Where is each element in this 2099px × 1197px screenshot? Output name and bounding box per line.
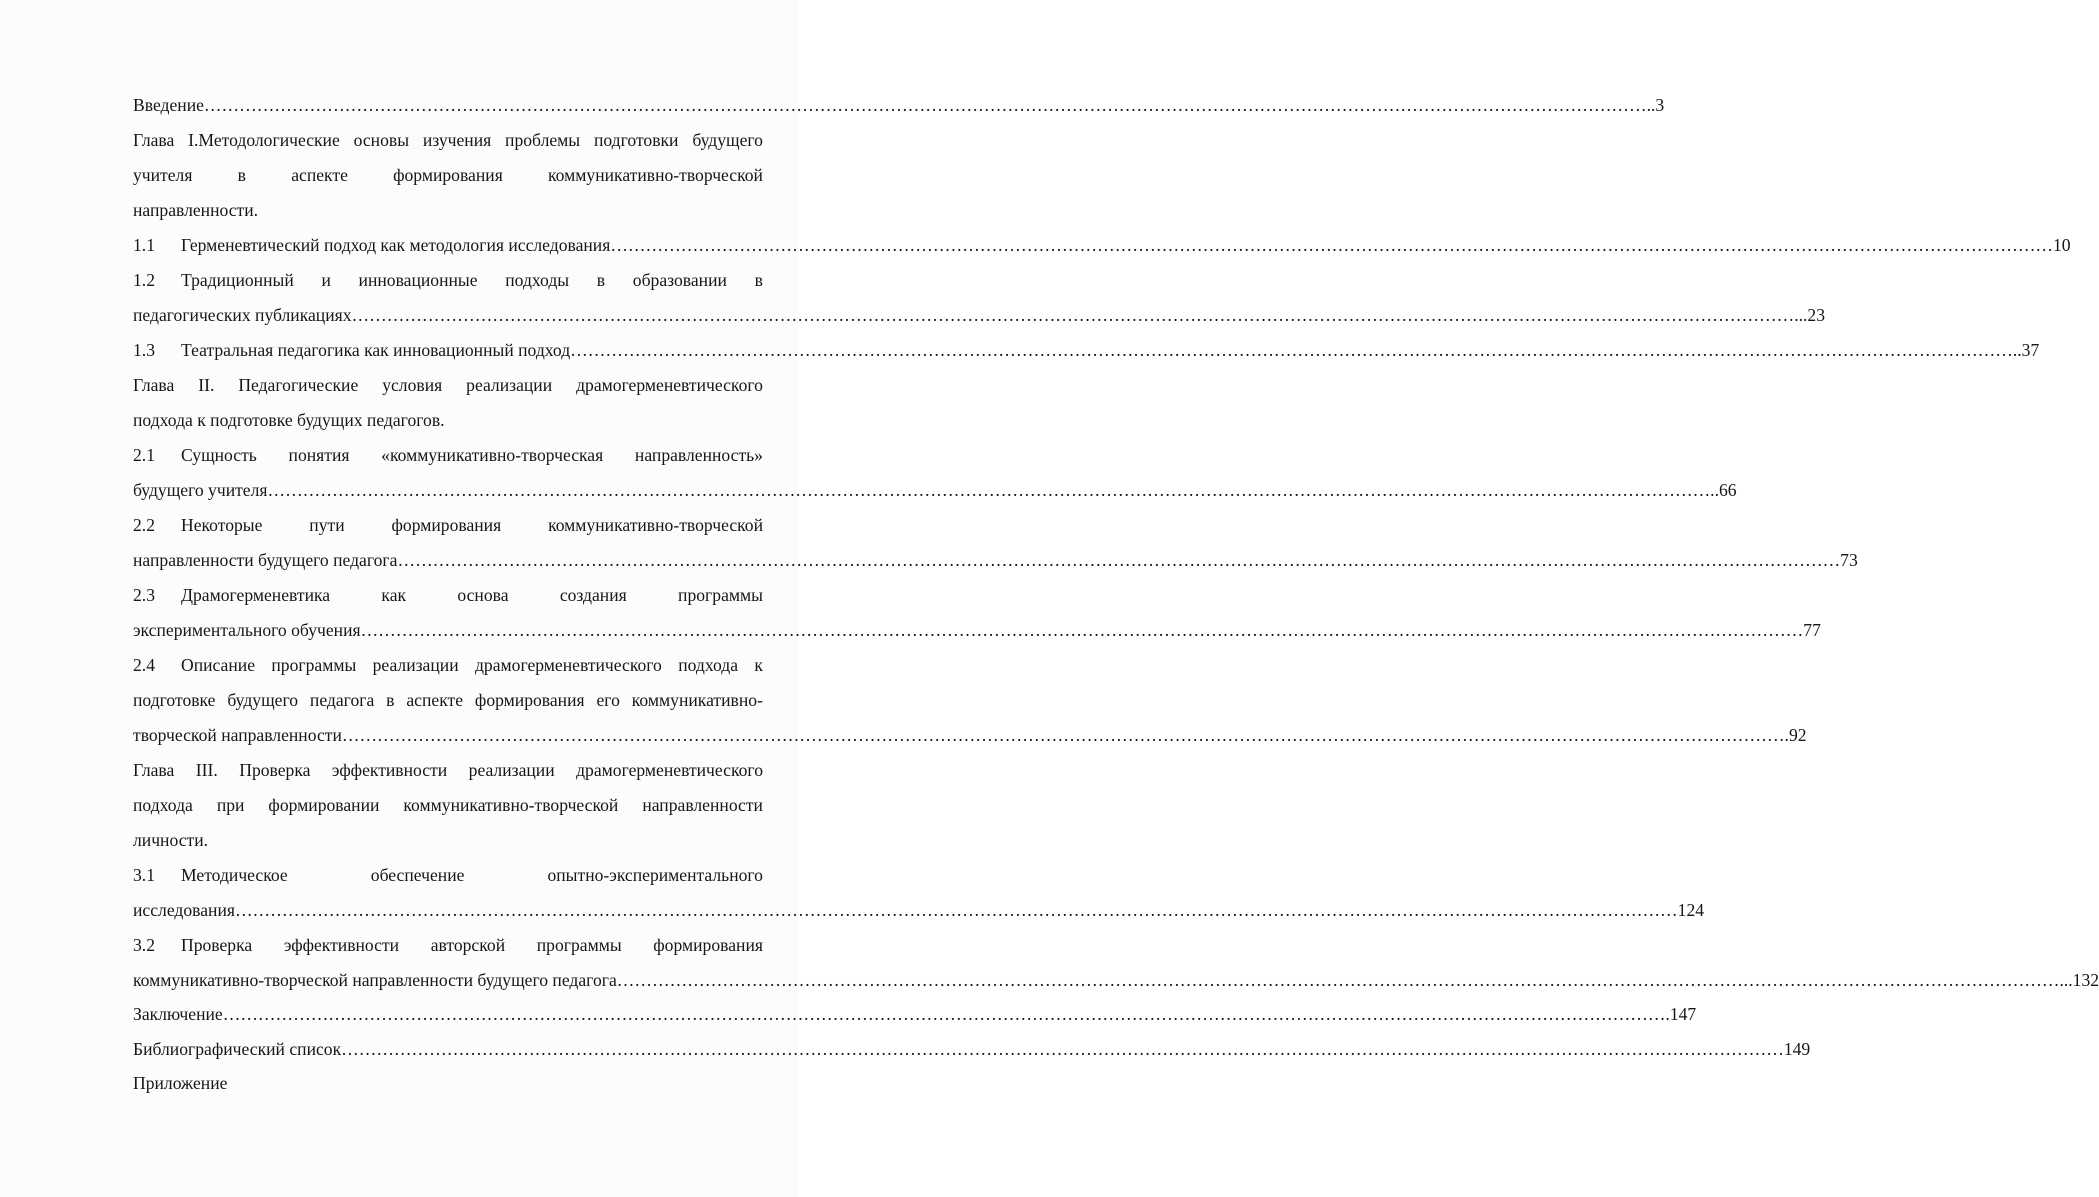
- toc-entry-appendix[interactable]: Приложение: [133, 1073, 228, 1093]
- word: создания: [559, 585, 627, 605]
- chapter-2-title-line-2[interactable]: подхода к подготовке будущих педагогов.: [133, 410, 445, 430]
- section-title-line-1: [181, 654, 763, 676]
- word: аспекте: [291, 165, 348, 185]
- word: Драмогерменевтика: [181, 585, 331, 605]
- word: направленность»: [634, 445, 763, 465]
- section-title-line-2: педагогических публикациях: [133, 305, 352, 325]
- word: пути: [309, 515, 345, 535]
- word: Описание: [181, 655, 256, 675]
- word: учителя: [133, 165, 193, 185]
- toc-intro-title: Введение: [133, 95, 204, 115]
- word: подхода: [133, 795, 193, 815]
- chapter-3-title-line-3[interactable]: личности.: [133, 830, 209, 850]
- section-page: .92: [1784, 725, 1807, 745]
- word: в: [596, 270, 606, 290]
- chapter-1-title-line-1[interactable]: [133, 129, 763, 151]
- toc-entry-2-3-line-2[interactable]: [133, 619, 1821, 641]
- word: Традиционный: [181, 270, 294, 290]
- section-title-line-2: направленности будущего педагога: [133, 550, 398, 570]
- toc-conclusion-page: .147: [1665, 1004, 1697, 1024]
- section-title-line-1: [181, 934, 763, 956]
- toc-bibliography-title: Библиографический список: [133, 1039, 342, 1059]
- chapter-2-title-line-1[interactable]: [133, 374, 763, 396]
- word: образовании: [632, 270, 727, 290]
- word: реализации: [468, 760, 555, 780]
- section-page: ...132: [2059, 970, 2099, 990]
- word: основы: [353, 130, 410, 150]
- word: II.: [198, 375, 215, 395]
- section-title-line-1: [181, 444, 763, 466]
- leader-dots: …………………………………………………………………………………………………………………………………………………………………………………………………………………………: [267, 480, 1711, 500]
- section-title: Театральная педагогика как инновационный подход: [181, 340, 571, 360]
- leader-dots: …………………………………………………………………………………………………………………………………………………………………………………………………………………………: [341, 725, 1785, 745]
- toc-entry-1-3[interactable]: [133, 339, 2040, 361]
- toc-entry-2-1-line-2[interactable]: [133, 479, 1737, 501]
- word: к: [754, 655, 763, 675]
- word: формирования: [474, 690, 585, 710]
- word: коммуникативно-творческой: [548, 515, 763, 535]
- section-number: 2.2: [133, 515, 155, 535]
- toc-entry-2-2-line-2[interactable]: [133, 549, 1858, 571]
- word: «коммуникативно-творческая: [381, 445, 604, 465]
- word: III.: [195, 760, 218, 780]
- word: Некоторые: [181, 515, 263, 535]
- toc-conclusion-title: Заключение: [133, 1004, 223, 1024]
- toc-entry-intro[interactable]: [133, 94, 1665, 116]
- leader-dots: …………………………………………………………………………………………………………………………………………………………………………………………………………………………: [397, 550, 1841, 570]
- word: драмогерменевтического: [474, 655, 662, 675]
- word: формирования: [391, 515, 502, 535]
- leader-dots: …………………………………………………………………………………………………………………………………………………………………………………………………………………………: [341, 1039, 1784, 1059]
- word: Глава: [133, 130, 175, 150]
- section-number: 3.1: [133, 865, 155, 885]
- word: эффективности: [331, 760, 448, 780]
- toc-bibliography-page: 149: [1783, 1039, 1811, 1059]
- word: подходы: [505, 270, 570, 290]
- section-title: Герменевтический подход как методология исследования: [181, 235, 611, 255]
- word: в: [754, 270, 763, 290]
- section-page: 124: [1677, 900, 1705, 920]
- toc-entry-3-1-line-1[interactable]: [133, 864, 763, 886]
- word: его: [596, 690, 620, 710]
- word: Глава: [133, 375, 175, 395]
- word: в: [386, 690, 395, 710]
- word: изучения: [422, 130, 492, 150]
- section-page: ..66: [1710, 480, 1737, 500]
- leader-dots: …………………………………………………………………………………………………………………………………………………………………………………………………………………………: [360, 620, 1804, 640]
- word: обеспечение: [370, 865, 465, 885]
- word: формирования: [653, 935, 763, 955]
- word: реализации: [466, 375, 553, 395]
- section-number: 2.1: [133, 445, 155, 465]
- word: и: [321, 270, 331, 290]
- section-title-line-2: экспериментального обучения: [133, 620, 361, 640]
- word: подготовке: [133, 690, 216, 710]
- word: как: [381, 585, 407, 605]
- word: программы: [678, 585, 763, 605]
- word: Методическое: [181, 865, 288, 885]
- chapter-3-title-line-2[interactable]: [133, 794, 763, 816]
- section-title-line-1: [181, 269, 763, 291]
- toc-entry-conclusion[interactable]: [133, 1003, 1697, 1025]
- toc-entry-1-2-line-1[interactable]: [133, 269, 763, 291]
- section-page: 73: [1840, 550, 1858, 570]
- word: направленности: [642, 795, 763, 815]
- leader-dots: …………………………………………………………………………………………………………………………………………………………………………………………………………………………: [616, 970, 2060, 990]
- toc-entry-1-2-line-2[interactable]: [133, 304, 1826, 326]
- toc-entry-1-1[interactable]: [133, 234, 2071, 256]
- section-page: 77: [1803, 620, 1821, 640]
- toc-entry-2-4-line-2[interactable]: [133, 689, 763, 711]
- toc-entry-2-3-line-1[interactable]: [133, 584, 763, 606]
- section-page: 10: [2053, 235, 2071, 255]
- chapter-1-title-line-2[interactable]: [133, 164, 763, 186]
- section-number: 2.4: [133, 655, 155, 675]
- section-number: 1.1: [133, 235, 155, 255]
- word: при: [216, 795, 245, 815]
- toc-entry-3-2-line-1[interactable]: [133, 934, 763, 956]
- section-page: ...23: [1794, 305, 1826, 325]
- toc-entry-2-1-line-1[interactable]: [133, 444, 763, 466]
- word: драмогерменевтического: [576, 760, 763, 780]
- section-number: 3.2: [133, 935, 155, 955]
- word: аспекте: [406, 690, 464, 710]
- toc-entry-3-1-line-2[interactable]: [133, 899, 1705, 921]
- word: коммуникативно-: [631, 690, 763, 710]
- word: инновационные: [358, 270, 478, 290]
- section-number: 1.2: [133, 270, 155, 290]
- toc-entry-2-4-line-3[interactable]: [133, 724, 1807, 746]
- leader-dots: …………………………………………………………………………………………………………………………………………………………………………………………………………………………: [234, 900, 1678, 920]
- word: I.Методологические: [188, 130, 340, 150]
- word: программы: [271, 655, 357, 675]
- word: будущего: [227, 690, 299, 710]
- leader-dots: …………………………………………………………………………………………………………………………………………………………………………………………………………………………: [351, 305, 1795, 325]
- word: Проверка: [239, 760, 311, 780]
- chapter-1-title-line-3[interactable]: направленности.: [133, 200, 259, 220]
- word: Проверка: [181, 935, 253, 955]
- word: эффективности: [283, 935, 400, 955]
- word: Сущность: [181, 445, 257, 465]
- word: опытно-экспериментального: [547, 865, 763, 885]
- section-number: 1.3: [133, 340, 155, 360]
- section-number: 2.3: [133, 585, 155, 605]
- word: подхода: [678, 655, 739, 675]
- section-title-line-2: коммуникативно-творческой направленности будущего педагога: [133, 970, 617, 990]
- leader-dots: …………………………………………………………………………………………………………………………………………………………………………………………………………………………: [570, 340, 2013, 360]
- word: подготовки: [593, 130, 679, 150]
- word: программы: [536, 935, 622, 955]
- word: понятия: [288, 445, 350, 465]
- word: Глава: [133, 760, 175, 780]
- leader-dots: …………………………………………………………………………………………………………………………………………………………………………………………………………………………: [203, 95, 1647, 115]
- toc-entry-bibliography[interactable]: [133, 1038, 1811, 1060]
- leader-dots: …………………………………………………………………………………………………………………………………………………………………………………………………………………………: [610, 235, 2053, 255]
- chapter-3-title-line-1[interactable]: [133, 759, 763, 781]
- toc-intro-page: ..3: [1646, 95, 1665, 115]
- toc-entry-3-2-line-2[interactable]: [133, 969, 2099, 991]
- word: коммуникативно-творческой: [403, 795, 619, 815]
- leader-dots: …………………………………………………………………………………………………………………………………………………………………………………………………………………………: [222, 1004, 1666, 1024]
- toc-entry-2-4-line-1[interactable]: [133, 654, 763, 676]
- word: формировании: [268, 795, 380, 815]
- word: в: [237, 165, 246, 185]
- section-title-line-3: творческой направленности: [133, 725, 342, 745]
- word: формирования: [393, 165, 503, 185]
- section-title-line-1: [181, 584, 763, 606]
- word: педагога: [309, 690, 375, 710]
- section-title-line-2: будущего учителя: [133, 480, 268, 500]
- section-title-line-1: [181, 514, 763, 536]
- section-page: ..37: [2012, 340, 2040, 360]
- word: проблемы: [505, 130, 581, 150]
- word: реализации: [372, 655, 459, 675]
- toc-entry-2-2-line-1[interactable]: [133, 514, 763, 536]
- word: основа: [457, 585, 509, 605]
- word: будущего: [692, 130, 763, 150]
- word: коммуникативно-творческой: [548, 165, 763, 185]
- word: условия: [382, 375, 443, 395]
- section-title-line-2: исследования: [133, 900, 235, 920]
- word: авторской: [430, 935, 506, 955]
- word: драмогерменевтического: [576, 375, 763, 395]
- word: Педагогические: [238, 375, 359, 395]
- section-title-line-1: [181, 864, 763, 886]
